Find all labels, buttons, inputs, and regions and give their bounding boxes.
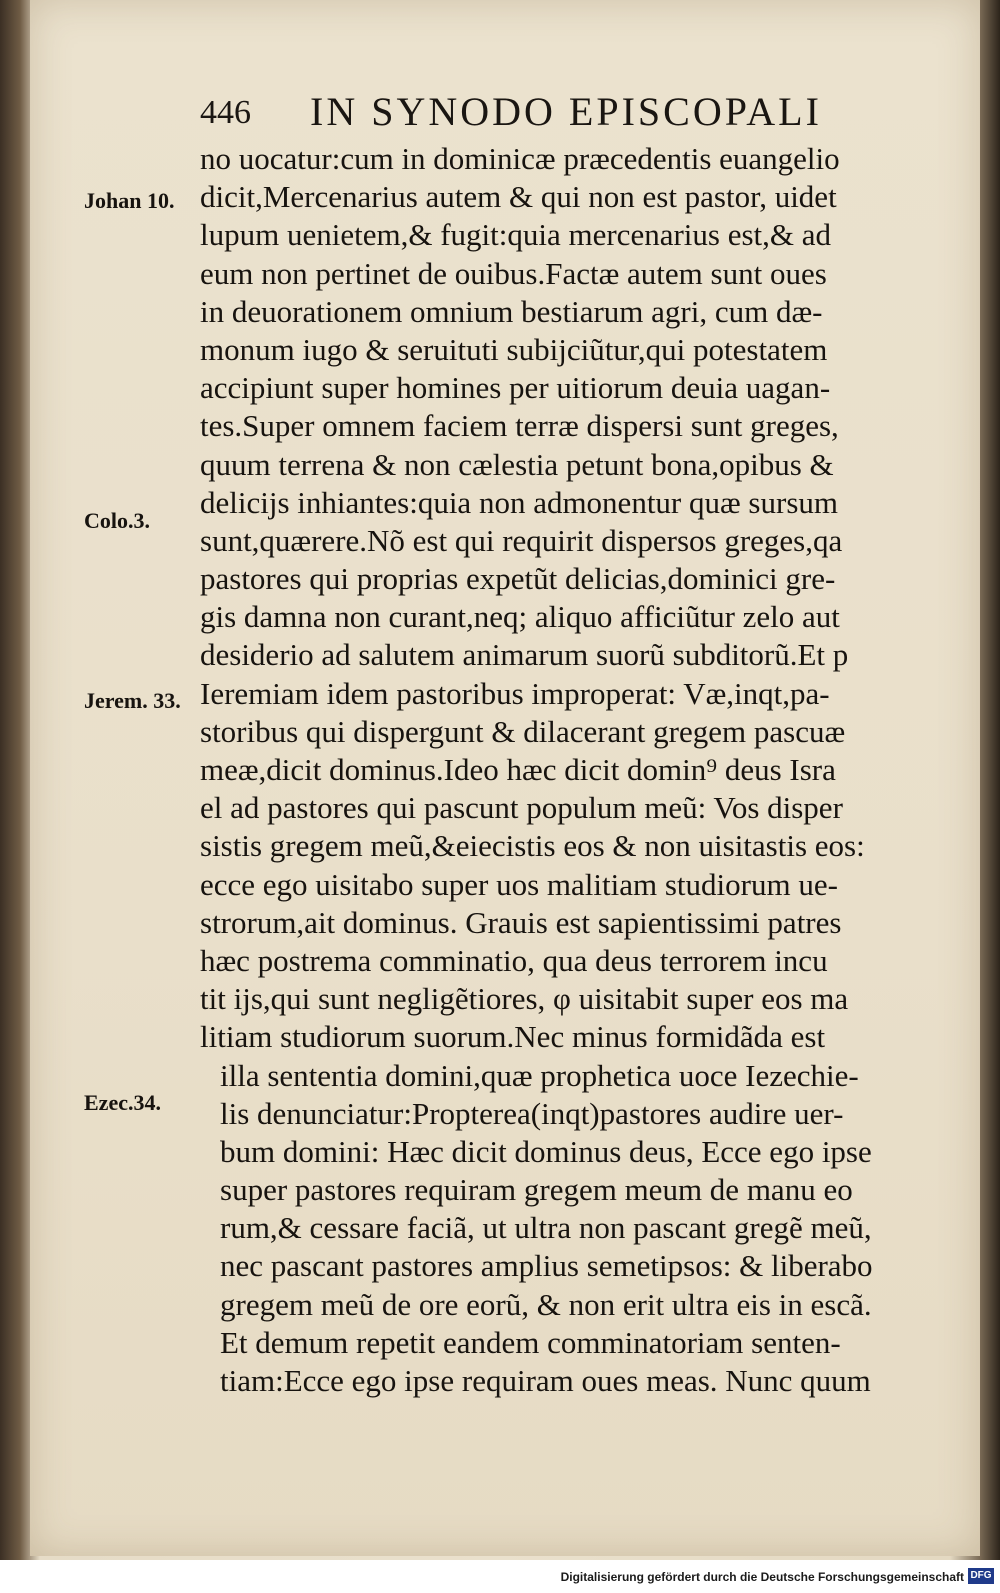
text-line: delicijs inhiantes:quia non admonentur quæ sursum bbox=[200, 484, 838, 520]
text-line: tit ijs,qui sunt negligẽtiores, φ uisitabit super eos ma bbox=[200, 981, 849, 1017]
text-line: gis damna non curant,neq; aliquo afficiũtur zelo aut bbox=[200, 599, 840, 635]
dfg-logo-icon: DFG bbox=[968, 1568, 994, 1584]
text-line: bum domini: Hæc dicit dominus deus, Ecce ego ipse bbox=[220, 1133, 872, 1169]
running-title: IN SYNODO EPISCOPALI bbox=[310, 89, 822, 134]
text-line: Et demum repetit eandem comminatoriam senten- bbox=[220, 1324, 841, 1360]
text-line: el ad pastores qui pascunt populum meũ: Vos disper bbox=[200, 790, 843, 826]
text-line: eum non pertinet de ouibus.Factæ autem sunt oues bbox=[200, 255, 827, 291]
text-line: rum,& cessare faciã, ut ultra non pascant gregẽ meũ, bbox=[220, 1210, 872, 1246]
text-line: ecce ego uisitabo super uos malitiam studiorum ue- bbox=[200, 866, 838, 902]
text-line: hæc postrema comminatio, qua deus terrorem incu bbox=[200, 942, 828, 978]
marginal-note: Johan 10. bbox=[84, 188, 175, 213]
text-line: quum terrena & non cælestia petunt bona,opibus & bbox=[200, 446, 834, 482]
digitization-footer bbox=[0, 1560, 1000, 1593]
text-line: tes.Super omnem faciem terræ dispersi sunt greges, bbox=[200, 408, 839, 444]
text-line: Ieremiam idem pastoribus improperat: Væ,inqt,pa- bbox=[200, 675, 830, 711]
funding-credit: Digitalisierung gefördert durch die Deutsche Forschungsgemeinschaft bbox=[560, 1570, 964, 1584]
page-header bbox=[200, 84, 860, 144]
text-line: litiam studiorum suorum.Nec minus formidãda est bbox=[200, 1019, 826, 1055]
text-line: in deuorationem omnium bestiarum agri, cum dæ- bbox=[200, 293, 823, 329]
marginal-note: Colo.3. bbox=[84, 508, 150, 533]
text-line: sistis gregem meũ,&eiecistis eos & non uisitastis eos: bbox=[200, 828, 865, 864]
text-line: illa sententia domini,quæ prophetica uoce Iezechie- bbox=[220, 1057, 859, 1093]
marginal-note: Jerem. 33. bbox=[84, 688, 181, 713]
text-line: monum iugo & seruituti subijciũtur,qui potestatem bbox=[200, 331, 828, 367]
text-line: gregem meũ de ore eorũ, & non erit ultra eis in escã. bbox=[220, 1286, 872, 1322]
text-line: pastores qui proprias expetũt delicias,dominici gre- bbox=[200, 561, 836, 597]
text-line: nec pascant pastores amplius semetipsos: & liberabo bbox=[220, 1248, 873, 1284]
text-line: sunt,quærere.Nõ est qui requirit dispersos greges,qa bbox=[200, 522, 843, 558]
text-line: storibus qui dispergunt & dilacerant gregem pascuæ bbox=[200, 713, 846, 749]
text-line: dicit,Mercenarius autem & qui non est pastor, uidet bbox=[200, 179, 837, 215]
text-line: accipiunt super homines per uitiorum deuia uagan- bbox=[200, 370, 831, 406]
text-line: lis denunciatur:Propterea(inqt)pastores audire uer- bbox=[220, 1095, 844, 1131]
text-line: lupum uenietem,& fugit:quia mercenarius est,& ad bbox=[200, 217, 832, 253]
marginal-note: Ezec.34. bbox=[84, 1090, 161, 1115]
text-line: desiderio ad salutem animarum suorũ subditorũ.Et p bbox=[200, 637, 849, 673]
text-line: strorum,ait dominus. Grauis est sapientissimi patres bbox=[200, 904, 842, 940]
body-text bbox=[200, 140, 940, 1400]
text-line: super pastores requiram gregem meum de manu eo bbox=[220, 1172, 853, 1208]
text-line: no uocatur:cum in dominicæ præcedentis euangelio bbox=[200, 141, 840, 176]
text-line: tiam:Ecce ego ipse requiram oues meas. Nunc quum bbox=[220, 1363, 871, 1398]
page-number: 446 bbox=[200, 94, 251, 131]
text-line: meæ,dicit dominus.Ideo hæc dicit domin⁹ deus Isra bbox=[200, 752, 836, 787]
